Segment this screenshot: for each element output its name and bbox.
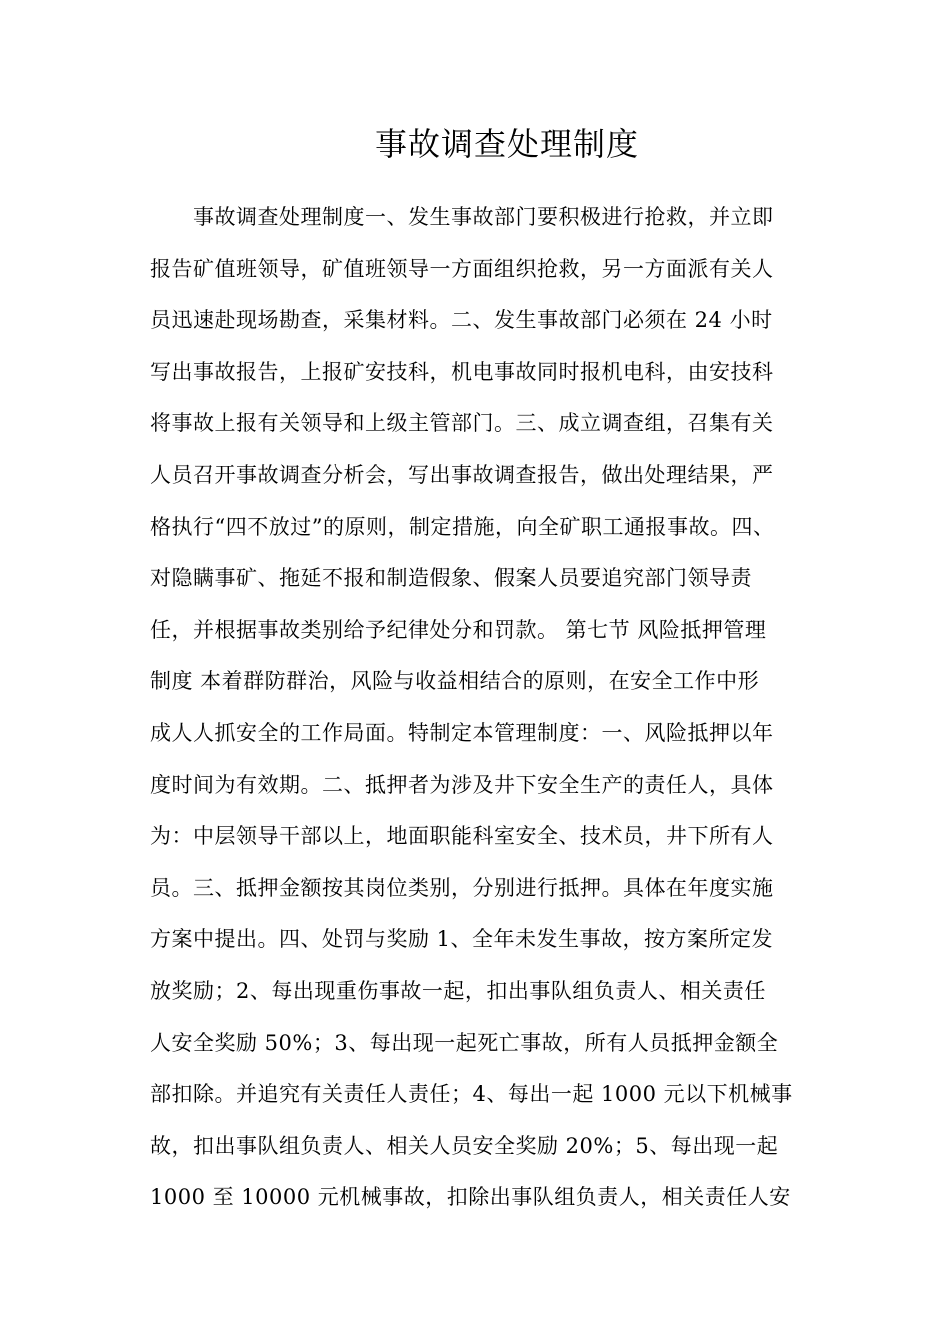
body-line: 1000 至 10000 元机械事故，扣除出事队组负责人，相关责任人安 xyxy=(150,1185,791,1210)
body-line: 故，扣出事队组负责人、相关人员安全奖励 20%；5、每出现一起 xyxy=(150,1133,779,1158)
body-line: 方案中提出。四、处罚与奖励 1、全年未发生事故，按方案所定发 xyxy=(150,927,774,952)
body-line: 员迅速赴现场勘查，采集材料。二、发生事故部门必须在 24 小时 xyxy=(150,308,773,333)
body-line: 报告矿值班领导，矿值班领导一方面组织抢救，另一方面派有关人 xyxy=(150,256,774,281)
body-line: 度时间为有效期。二、抵押者为涉及井下安全生产的责任人，具体 xyxy=(150,772,774,797)
body-line: 人安全奖励 50%；3、每出现一起死亡事故，所有人员抵押金额全 xyxy=(150,1030,779,1055)
body-line: 放奖励；2、每出现重伤事故一起，扣出事队组负责人、相关责任 xyxy=(150,978,766,1003)
body-line: 写出事故报告，上报矿安技科，机电事故同时报机电科，由安技科 xyxy=(150,359,774,384)
body-line: 格执行“四不放过”的原则，制定措施，向全矿职工通报事故。四、 xyxy=(150,514,775,539)
body-line: 制度 本着群防群治，风险与收益相结合的原则，在安全工作中形 xyxy=(150,669,760,694)
body-line: 人员召开事故调查分析会，写出事故调查报告，做出处理结果，严 xyxy=(150,462,774,487)
body-line: 将事故上报有关领导和上级主管部门。三、成立调查组，召集有关 xyxy=(150,411,774,436)
body-line: 任，并根据事故类别给予纪律处分和罚款。 第七节 风险抵押管理 xyxy=(150,617,767,642)
document-body xyxy=(150,192,810,1224)
body-line: 事故调查处理制度一、发生事故部门要积极进行抢救，并立即 xyxy=(150,205,774,229)
body-line: 部扣除。并追究有关责任人责任；4、每出一起 1000 元以下机械事 xyxy=(150,1082,793,1107)
body-line: 对隐瞒事矿、拖延不报和制造假象、假案人员要追究部门领导责 xyxy=(150,566,752,591)
body-line: 员。三、抵押金额按其岗位类别，分别进行抵押。具体在年度实施 xyxy=(150,875,774,900)
body-line: 成人人抓安全的工作局面。特制定本管理制度：一、风险抵押以年 xyxy=(150,720,774,745)
document-title: 事故调查处理制度 xyxy=(374,125,639,163)
body-line: 为：中层领导干部以上，地面职能科室安全、技术员，井下所有人 xyxy=(150,824,774,849)
